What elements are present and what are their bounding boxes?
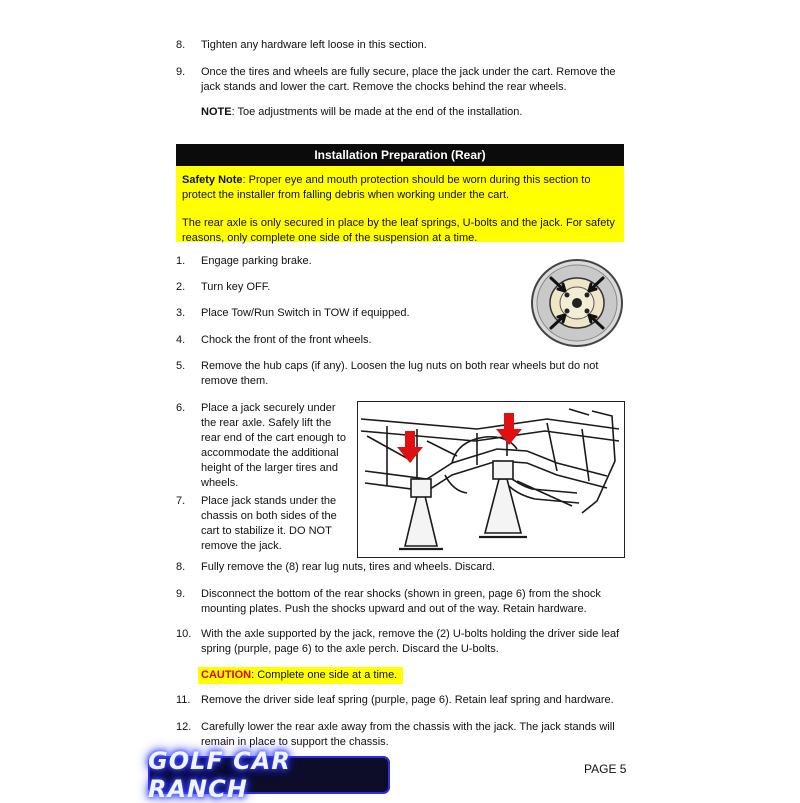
- golf-car-ranch-logo: [148, 747, 390, 803]
- step-text-line: Remove the hub caps (if any). Loosen the lug nuts on both rear wheels but do not: [201, 360, 599, 372]
- step-number: 1.: [176, 255, 186, 267]
- step-number: 4.: [176, 334, 186, 346]
- note-label: NOTE: [201, 106, 232, 118]
- step-text-line: Once the tires and wheels are fully secure, place the jack under the cart. Remove the: [201, 66, 616, 78]
- step-text-line: remove them.: [201, 375, 269, 387]
- step-number: 3.: [176, 307, 186, 319]
- step-number: 8.: [176, 561, 186, 573]
- axle-paragraph: [182, 216, 618, 246]
- caution-label: CAUTION: [201, 669, 252, 681]
- axle-line: reasons, only complete one side of the suspension at a time.: [182, 232, 478, 244]
- step-text-line: Remove the driver side leaf spring (purple, page 6). Retain leaf spring and hardware.: [201, 694, 614, 706]
- step-number: 10.: [176, 628, 192, 640]
- step-text-line: accommodate the additional: [201, 447, 339, 459]
- step-text-line: remove the jack.: [201, 540, 282, 552]
- step-text-line: height of the larger tires and: [201, 462, 338, 474]
- step-text-line: cart to stabilize it. DO NOT: [201, 525, 332, 537]
- logo-text: GOLF CAR RANCH: [148, 747, 291, 803]
- safety-line: protect the installer from falling debris when working under the cart.: [182, 189, 510, 201]
- safety-note-box: [176, 166, 624, 242]
- note-line: [201, 105, 522, 120]
- section-title: Installation Preparation (Rear): [176, 144, 624, 166]
- page-number: PAGE 5: [584, 762, 627, 776]
- step-text-line: With the axle supported by the jack, remove the (2) U-bolts holding the driver side leaf: [201, 628, 620, 640]
- step-number: 11.: [176, 694, 191, 706]
- step-text-line: Disconnect the bottom of the rear shocks (shown in green, page 6) from the shock: [201, 588, 601, 600]
- step-text-line: remain in place to support the chassis.: [201, 736, 389, 748]
- step-number: 9.: [176, 588, 186, 600]
- note-text: : Toe adjustments will be made at the end of the installation.: [231, 106, 523, 118]
- wheel-lug-nut-icon: [529, 258, 625, 348]
- step-text-line: Chock the front of the front wheels.: [201, 334, 372, 346]
- step-text-line: the rear axle. Safely lift the: [201, 417, 332, 429]
- step-number: 6.: [176, 402, 186, 414]
- safety-paragraph: [182, 173, 618, 203]
- step-text-line: mounting plates. Push the shocks upward and out of the way. Retain hardware.: [201, 603, 587, 615]
- step-text-line: Place jack stands under the: [201, 495, 337, 507]
- safety-label: Safety Note: [182, 174, 243, 186]
- axle-line: The rear axle is only secured in place by the leaf springs, U-bolts and the jack. For safety: [182, 217, 615, 229]
- step-text-line: Carefully lower the rear axle away from the chassis with the jack. The jack stands will: [201, 721, 615, 733]
- step-text-line: rear end of the cart enough to: [201, 432, 346, 444]
- step-text-line: wheels.: [201, 477, 239, 489]
- step-text: Tighten any hardware left loose in this section.: [201, 39, 427, 51]
- caution-callout: [198, 667, 403, 684]
- step-text-line: spring (purple, page 6) to the axle perch. Discard the U-bolts.: [201, 643, 499, 655]
- safety-line: : Proper eye and mouth protection should be worn during this section to: [242, 174, 591, 186]
- chassis-jack-stand-diagram: [357, 401, 625, 558]
- step-number: 8.: [176, 39, 186, 51]
- step-number: 12.: [176, 721, 192, 733]
- step-number: 5.: [176, 360, 186, 372]
- step-number: 9.: [176, 66, 186, 78]
- step-number: 7.: [176, 495, 186, 507]
- caution-text: : Complete one side at a time.: [251, 669, 398, 681]
- step-text-line: Place Tow/Run Switch in TOW if equipped.: [201, 307, 410, 319]
- step-number: 2.: [176, 281, 186, 293]
- step-text-line: Place a jack securely under: [201, 402, 336, 414]
- step-text-line: Turn key OFF.: [201, 281, 271, 293]
- step-text-line: chassis on both sides of the: [201, 510, 337, 522]
- step-text-line: jack stands and lower the cart. Remove the chocks behind the rear wheels.: [201, 81, 567, 93]
- step-text-line: Fully remove the (8) rear lug nuts, tires and wheels. Discard.: [201, 561, 496, 573]
- step-text-line: Engage parking brake.: [201, 255, 312, 267]
